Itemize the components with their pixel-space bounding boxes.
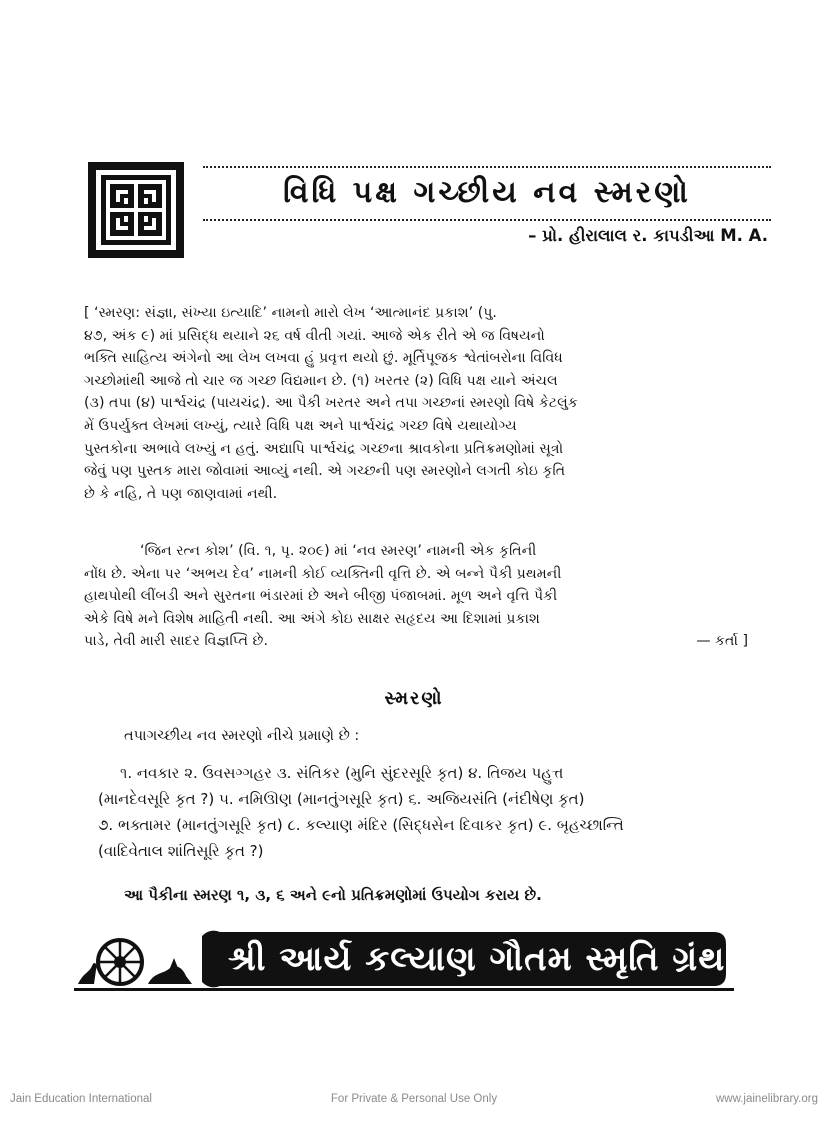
section-heading: સ્મરણો (384, 688, 444, 709)
note-line: ભક્તિ સાહિત્ય અંગેનો આ લેખ લખવા હું પ્રવૃત્ત થયો છું. મૂર્તિપૂજક શ્વેતાંબરોના વિવિધ (84, 350, 563, 367)
note-line: છે કે નહિ, તે પણ જાણવામાં નથી. (84, 485, 278, 502)
article-title: વિધિ પક્ષ ગચ્છીય નવ સ્મરણો (283, 175, 691, 210)
note-line: [ ‘સ્મરણ: સંજ્ઞા, સંખ્યા ઇત્યાદિ’ નામનો મારો લેખ ‘આત્માનંદ પ્રકાશ’ (પુ. (84, 305, 497, 321)
editorial-note-paragraph-1 (84, 302, 748, 505)
maze-logo-icon (86, 160, 186, 260)
footer-website-link[interactable]: www.jainelibrary.org (715, 1093, 818, 1105)
footer-publisher: Jain Education International (10, 1093, 152, 1105)
note-line: એકે વિષે મને વિશેષ માહિતી નથી. આ અંગે કોઇ સાક્ષર સહૃદય આ દિશામાં પ્રકાશ (84, 610, 540, 627)
list-line: (માનદેવસૂરિ કૃત ?) ૫. નમિઊણ (માનતુંગસૂરિ કૃત) ૬. અજિયસંતિ (નંદીષેણ કૃત) (98, 790, 585, 808)
note-line: પાડે, તેવી મારી સાદર વિજ્ઞપ્તિ છે. (84, 633, 268, 650)
note-signature: — કર્તા ] (696, 633, 748, 650)
footer-usage-note: For Private & Personal Use Only (330, 1093, 498, 1105)
note-line: ‘જિન રત્ન કોશ’ (વિ. ૧, પૃ. ૨૦૯) માં ‘નવ સ્મરણ’ નામની એક કૃતિની (140, 543, 537, 559)
list-line: (વાદિવેતાલ શાંતિસૂરિ કૃત ?) (98, 842, 264, 860)
note-line: મેં ઉપર્યુક્ત લેખમાં લખ્યું, ત્યારે વિધિ પક્ષ અને પાર્શ્વચંદ્ર ગચ્છ વિષે યથાયોગ્ય (84, 417, 517, 434)
note-line: પુસ્તકોના અભાવે લખ્યું ન હતું. અદ્યાપિ પાર્શ્વચંદ્ર ગચ્છના શ્રાવકોના પ્રતિક્રમણોમાં સૂત્રો (84, 440, 564, 457)
closing-sentence: આ પૈકીના સ્મરણ ૧, ૩, ૬ અને ૯નો પ્રતિક્રમણોમાં ઉપયોગ કરાય છે. (124, 886, 542, 904)
note-line: જેવું પણ પુસ્તક મારા જોવામાં આવ્યું નથી. એ ગચ્છની પણ સ્મરણોને લગતી કોઇ કૃતિ (84, 463, 566, 480)
banner-title: શ્રી આર્ય કલ્યાણ ગૌતમ સ્મૃતિ ગ્રંથ (228, 939, 726, 979)
note-line: ૪૭, અંક ૯) માં પ્રસિદ્ધ થયાને ૨૬ વર્ષ વીતી ગયાં. આજે એક રીતે એ જ વિષયનો (84, 327, 545, 344)
author-byline: – પ્રો. હીરાલાલ ર. કાપડીઆ M. A. (528, 226, 768, 245)
note-line: (૩) તપા (૪) પાર્શ્વચંદ્ર (પાયચંદ્ર). આ પૈકી ખરતર અને તપા ગચ્છનાં સ્મરણો વિષે કેટલુંક (84, 395, 578, 412)
editorial-note-paragraph-2 (84, 540, 748, 653)
dharma-wheel-icon (98, 940, 142, 984)
header-rule-bottom (203, 219, 771, 221)
note-line: ગચ્છોમાંથી આજે તો ચાર જ ગચ્છ વિદ્યમાન છે. (૧) ખરતર (૨) વિધિ પક્ષ યાને અંચલ (84, 372, 558, 389)
note-line: નોંધ છે. એના પર ‘અભય દેવ’ નામની કોઈ વ્યક્તિની વૃત્તિ છે. એ બન્ને પૈકી પ્રથમની (84, 565, 562, 582)
list-line: ૧. નવકાર ૨. ઉવસગ્ગહર ૩. સંતિકર (મુનિ સુંદરસૂરિ કૃત) ૪. તિજય પહુત્ત (120, 764, 564, 782)
section-intro: તપાગચ્છીય નવ સ્મરણો નીચે પ્રમાણે છે : (124, 728, 360, 744)
note-line: હાથપોથી લીંબડી અને સુરતના ભંડારમાં છે અને બીજી પંજાબમાં. મૂળ અને વૃત્તિ પૈકી (84, 588, 558, 605)
smarana-list (98, 760, 778, 864)
list-line: ૭. ભક્તામર (માનતુંગસૂરિ કૃત) ૮. કલ્યાણ મંદિર (સિદ્ધસેન દિવાકર કૃત) ૯. બૃહચ્છાન્તિ (98, 816, 624, 834)
